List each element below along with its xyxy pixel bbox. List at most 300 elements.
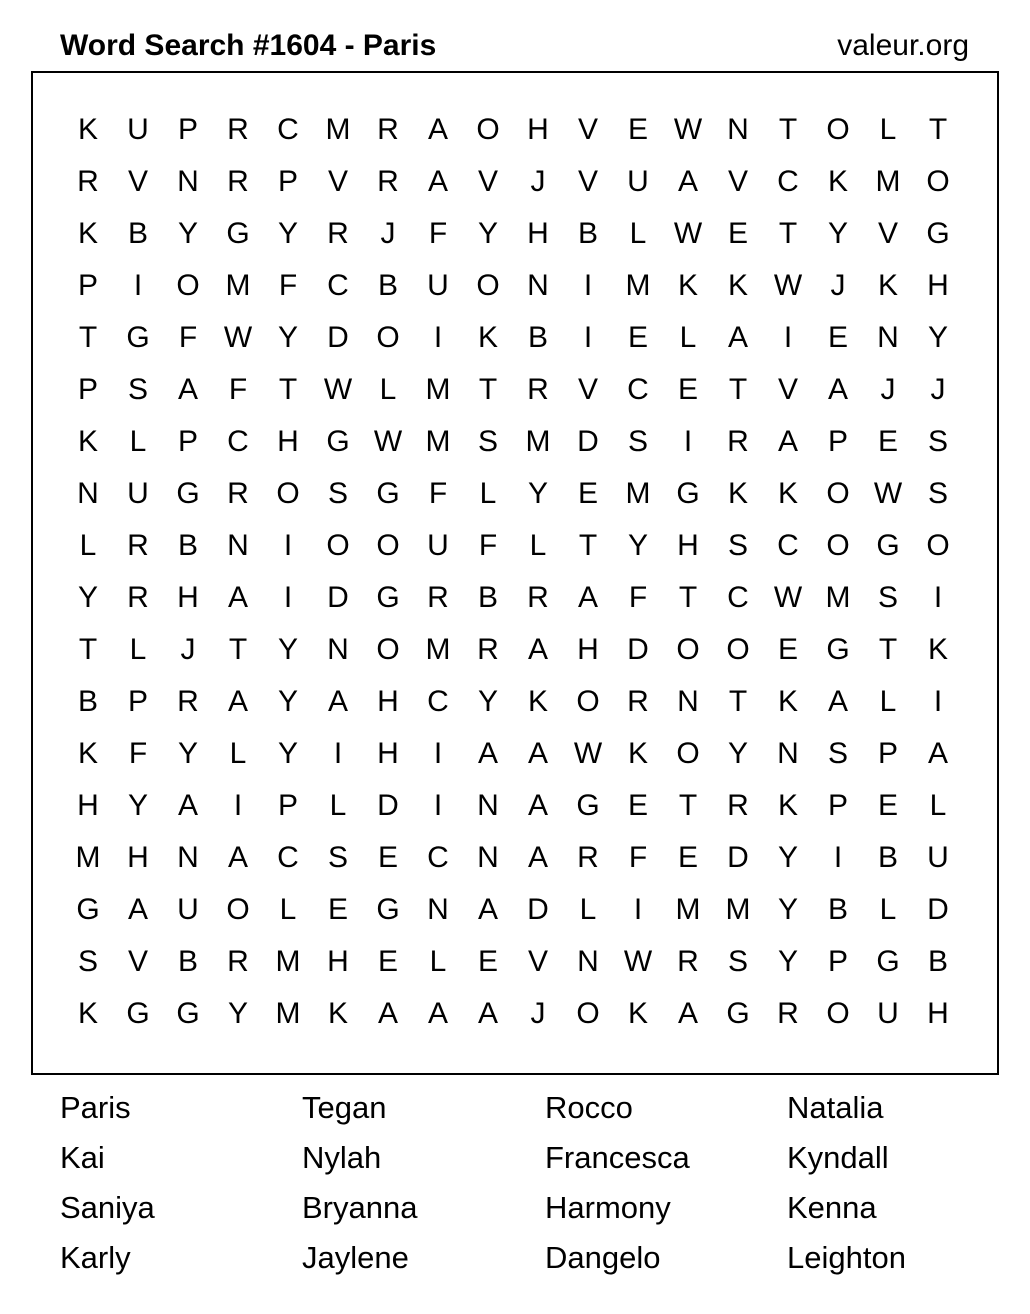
grid-letter[interactable]: R xyxy=(427,581,449,614)
grid-letter[interactable]: K xyxy=(77,425,98,458)
grid-letter[interactable]: U xyxy=(177,893,199,926)
grid-letter[interactable]: R xyxy=(377,113,399,146)
grid-letter[interactable]: J xyxy=(380,217,396,250)
grid-letter[interactable]: I xyxy=(433,737,443,770)
grid-letter[interactable]: O xyxy=(826,477,850,510)
grid-letter[interactable]: A xyxy=(177,373,198,406)
grid-letter[interactable]: O xyxy=(826,113,850,146)
grid-letter[interactable]: I xyxy=(933,581,943,614)
grid-letter[interactable]: Y xyxy=(477,685,498,718)
grid-letter[interactable]: K xyxy=(777,477,798,510)
grid-letter[interactable]: G xyxy=(376,581,400,614)
grid-letter[interactable]: R xyxy=(127,581,149,614)
grid-letter[interactable]: B xyxy=(77,685,98,718)
grid-letter[interactable]: P xyxy=(827,425,848,458)
grid-letter[interactable]: B xyxy=(527,321,548,354)
grid-letter[interactable]: T xyxy=(278,373,298,406)
grid-letter[interactable]: O xyxy=(376,633,400,666)
grid-letter[interactable]: R xyxy=(727,425,749,458)
grid-letter[interactable]: E xyxy=(377,841,398,874)
grid-letter[interactable]: I xyxy=(433,321,443,354)
grid-letter[interactable]: F xyxy=(478,529,498,562)
grid-letter[interactable]: E xyxy=(327,893,348,926)
grid-letter[interactable]: M xyxy=(875,165,901,198)
grid-letter[interactable]: P xyxy=(877,737,898,770)
grid-letter[interactable]: C xyxy=(777,529,799,562)
grid-letter[interactable]: Y xyxy=(777,945,798,978)
grid-letter[interactable]: J xyxy=(530,165,546,198)
grid-letter[interactable]: K xyxy=(327,997,348,1030)
grid-letter[interactable]: L xyxy=(529,529,547,562)
grid-letter[interactable]: H xyxy=(127,841,149,874)
grid-letter[interactable]: C xyxy=(277,113,299,146)
grid-letter[interactable]: I xyxy=(633,893,643,926)
grid-letter[interactable]: D xyxy=(377,789,399,822)
grid-letter[interactable]: M xyxy=(75,841,101,874)
grid-letter[interactable]: I xyxy=(583,269,593,302)
grid-letter[interactable]: I xyxy=(783,321,793,354)
grid-letter[interactable]: W xyxy=(673,113,703,146)
grid-letter[interactable]: T xyxy=(228,633,248,666)
grid-letter[interactable]: L xyxy=(879,685,897,718)
grid-letter[interactable]: L xyxy=(629,217,647,250)
grid-letter[interactable]: T xyxy=(578,529,598,562)
grid-letter[interactable]: A xyxy=(527,737,548,770)
grid-letter[interactable]: L xyxy=(129,425,147,458)
grid-letter[interactable]: L xyxy=(879,893,897,926)
grid-letter[interactable]: Y xyxy=(277,737,298,770)
grid-letter[interactable]: H xyxy=(527,217,549,250)
grid-letter[interactable]: T xyxy=(678,581,698,614)
grid-letter[interactable]: T xyxy=(78,321,98,354)
grid-letter[interactable]: G xyxy=(876,529,900,562)
grid-letter[interactable]: E xyxy=(627,789,648,822)
grid-letter[interactable]: A xyxy=(477,737,498,770)
grid-letter[interactable]: D xyxy=(627,633,649,666)
grid-letter[interactable]: E xyxy=(777,633,798,666)
grid-letter[interactable]: L xyxy=(479,477,497,510)
grid-letter[interactable]: H xyxy=(527,113,549,146)
grid-letter[interactable]: H xyxy=(327,945,349,978)
grid-letter[interactable]: N xyxy=(677,685,699,718)
grid-letter[interactable]: V xyxy=(877,217,898,250)
grid-letter[interactable]: O xyxy=(476,269,500,302)
grid-letter[interactable]: J xyxy=(880,373,896,406)
grid-letter[interactable]: B xyxy=(177,945,198,978)
grid-letter[interactable]: K xyxy=(927,633,948,666)
grid-letter[interactable]: K xyxy=(777,789,798,822)
grid-letter[interactable]: A xyxy=(827,373,848,406)
grid-letter[interactable]: K xyxy=(777,685,798,718)
grid-letter[interactable]: M xyxy=(275,997,301,1030)
grid-letter[interactable]: K xyxy=(77,217,98,250)
grid-letter[interactable]: L xyxy=(929,789,947,822)
grid-letter[interactable]: W xyxy=(573,737,603,770)
grid-letter[interactable]: Y xyxy=(177,217,198,250)
grid-letter[interactable]: N xyxy=(327,633,349,666)
grid-letter[interactable]: P xyxy=(277,789,298,822)
grid-letter[interactable]: L xyxy=(329,789,347,822)
grid-letter[interactable]: D xyxy=(327,581,349,614)
grid-letter[interactable]: R xyxy=(477,633,499,666)
grid-letter[interactable]: K xyxy=(827,165,848,198)
grid-letter[interactable]: M xyxy=(625,269,651,302)
grid-letter[interactable]: U xyxy=(927,841,949,874)
grid-letter[interactable]: A xyxy=(427,165,448,198)
grid-letter[interactable]: T xyxy=(78,633,98,666)
grid-letter[interactable]: B xyxy=(177,529,198,562)
grid-letter[interactable]: A xyxy=(727,321,748,354)
grid-letter[interactable]: L xyxy=(279,893,297,926)
grid-letter[interactable]: S xyxy=(77,945,98,978)
grid-letter[interactable]: R xyxy=(727,789,749,822)
grid-letter[interactable]: A xyxy=(227,685,248,718)
grid-letter[interactable]: W xyxy=(323,373,353,406)
grid-letter[interactable]: G xyxy=(376,893,400,926)
grid-letter[interactable]: V xyxy=(727,165,748,198)
grid-letter[interactable]: U xyxy=(877,997,899,1030)
grid-letter[interactable]: M xyxy=(275,945,301,978)
grid-letter[interactable]: A xyxy=(377,997,398,1030)
grid-letter[interactable]: R xyxy=(777,997,799,1030)
grid-letter[interactable]: I xyxy=(283,529,293,562)
grid-letter[interactable]: F xyxy=(178,321,198,354)
grid-letter[interactable]: V xyxy=(577,373,598,406)
grid-letter[interactable]: S xyxy=(727,945,748,978)
grid-letter[interactable]: Y xyxy=(527,477,548,510)
grid-letter[interactable]: R xyxy=(227,477,249,510)
grid-letter[interactable]: B xyxy=(927,945,948,978)
grid-letter[interactable]: R xyxy=(127,529,149,562)
grid-letter[interactable]: J xyxy=(530,997,546,1030)
grid-letter[interactable]: N xyxy=(227,529,249,562)
grid-letter[interactable]: S xyxy=(327,477,348,510)
grid-letter[interactable]: A xyxy=(177,789,198,822)
grid-letter[interactable]: T xyxy=(778,217,798,250)
grid-letter[interactable]: P xyxy=(77,269,98,302)
grid-letter[interactable]: N xyxy=(177,165,199,198)
grid-letter[interactable]: L xyxy=(429,945,447,978)
grid-letter[interactable]: P xyxy=(77,373,98,406)
grid-letter[interactable]: S xyxy=(927,425,948,458)
grid-letter[interactable]: H xyxy=(377,685,399,718)
grid-letter[interactable]: R xyxy=(377,165,399,198)
grid-letter[interactable]: G xyxy=(876,945,900,978)
grid-letter[interactable]: E xyxy=(877,789,898,822)
grid-letter[interactable]: A xyxy=(427,997,448,1030)
grid-letter[interactable]: E xyxy=(727,217,748,250)
grid-letter[interactable]: D xyxy=(577,425,599,458)
grid-letter[interactable]: S xyxy=(877,581,898,614)
grid-letter[interactable]: G xyxy=(176,477,200,510)
grid-letter[interactable]: H xyxy=(927,269,949,302)
grid-letter[interactable]: O xyxy=(176,269,200,302)
grid-letter[interactable]: H xyxy=(677,529,699,562)
grid-letter[interactable]: Y xyxy=(277,685,298,718)
grid-letter[interactable]: C xyxy=(727,581,749,614)
grid-letter[interactable]: H xyxy=(277,425,299,458)
grid-letter[interactable]: M xyxy=(325,113,351,146)
grid-letter[interactable]: E xyxy=(377,945,398,978)
grid-letter[interactable]: I xyxy=(933,685,943,718)
grid-letter[interactable]: R xyxy=(527,581,549,614)
grid-letter[interactable]: G xyxy=(126,997,150,1030)
grid-letter[interactable]: W xyxy=(773,269,803,302)
grid-letter[interactable]: L xyxy=(579,893,597,926)
grid-letter[interactable]: N xyxy=(77,477,99,510)
grid-letter[interactable]: R xyxy=(227,113,249,146)
grid-letter[interactable]: W xyxy=(873,477,903,510)
grid-letter[interactable]: T xyxy=(678,789,698,822)
grid-letter[interactable]: C xyxy=(227,425,249,458)
grid-letter[interactable]: C xyxy=(427,685,449,718)
grid-letter[interactable]: E xyxy=(827,321,848,354)
grid-letter[interactable]: V xyxy=(477,165,498,198)
grid-letter[interactable]: K xyxy=(77,997,98,1030)
grid-letter[interactable]: A xyxy=(927,737,948,770)
grid-letter[interactable]: O xyxy=(226,893,250,926)
grid-letter[interactable]: F xyxy=(228,373,248,406)
grid-letter[interactable]: C xyxy=(277,841,299,874)
grid-letter[interactable]: D xyxy=(727,841,749,874)
grid-letter[interactable]: J xyxy=(180,633,196,666)
grid-letter[interactable]: G xyxy=(676,477,700,510)
grid-letter[interactable]: I xyxy=(133,269,143,302)
grid-letter[interactable]: Y xyxy=(627,529,648,562)
grid-letter[interactable]: A xyxy=(527,841,548,874)
grid-letter[interactable]: I xyxy=(433,789,443,822)
grid-letter[interactable]: O xyxy=(926,165,950,198)
grid-letter[interactable]: N xyxy=(477,841,499,874)
grid-letter[interactable]: L xyxy=(879,113,897,146)
grid-letter[interactable]: N xyxy=(777,737,799,770)
grid-letter[interactable]: O xyxy=(576,685,600,718)
grid-letter[interactable]: P xyxy=(127,685,148,718)
grid-letter[interactable]: W xyxy=(623,945,653,978)
grid-letter[interactable]: S xyxy=(477,425,498,458)
grid-letter[interactable]: K xyxy=(77,113,98,146)
grid-letter[interactable]: A xyxy=(227,841,248,874)
grid-letter[interactable]: W xyxy=(773,581,803,614)
grid-letter[interactable]: V xyxy=(577,165,598,198)
grid-letter[interactable]: O xyxy=(276,477,300,510)
grid-letter[interactable]: H xyxy=(927,997,949,1030)
grid-letter[interactable]: B xyxy=(377,269,398,302)
grid-letter[interactable]: A xyxy=(327,685,348,718)
grid-letter[interactable]: Y xyxy=(277,321,298,354)
grid-letter[interactable]: P xyxy=(277,165,298,198)
grid-letter[interactable]: M xyxy=(225,269,251,302)
grid-letter[interactable]: A xyxy=(127,893,148,926)
grid-letter[interactable]: V xyxy=(527,945,548,978)
grid-letter[interactable]: A xyxy=(777,425,798,458)
grid-letter[interactable]: Y xyxy=(177,737,198,770)
grid-letter[interactable]: Y xyxy=(77,581,98,614)
grid-letter[interactable]: A xyxy=(577,581,598,614)
grid-letter[interactable]: E xyxy=(877,425,898,458)
grid-letter[interactable]: R xyxy=(527,373,549,406)
grid-letter[interactable]: S xyxy=(327,841,348,874)
grid-letter[interactable]: F xyxy=(628,581,648,614)
grid-letter[interactable]: G xyxy=(726,997,750,1030)
grid-letter[interactable]: F xyxy=(428,217,448,250)
grid-letter[interactable]: O xyxy=(576,997,600,1030)
grid-letter[interactable]: D xyxy=(327,321,349,354)
grid-letter[interactable]: S xyxy=(727,529,748,562)
grid-letter[interactable]: U xyxy=(127,113,149,146)
grid-letter[interactable]: E xyxy=(577,477,598,510)
grid-letter[interactable]: A xyxy=(527,789,548,822)
grid-letter[interactable]: B xyxy=(827,893,848,926)
grid-letter[interactable]: P xyxy=(177,113,198,146)
grid-letter[interactable]: A xyxy=(677,997,698,1030)
grid-letter[interactable]: T xyxy=(478,373,498,406)
grid-letter[interactable]: K xyxy=(627,737,648,770)
grid-letter[interactable]: K xyxy=(527,685,548,718)
grid-letter[interactable]: F xyxy=(628,841,648,874)
grid-letter[interactable]: A xyxy=(477,997,498,1030)
grid-letter[interactable]: K xyxy=(77,737,98,770)
grid-letter[interactable]: B xyxy=(127,217,148,250)
grid-letter[interactable]: W xyxy=(673,217,703,250)
grid-letter[interactable]: G xyxy=(576,789,600,822)
grid-letter[interactable]: U xyxy=(427,529,449,562)
grid-letter[interactable]: L xyxy=(129,633,147,666)
grid-letter[interactable]: R xyxy=(627,685,649,718)
grid-letter[interactable]: E xyxy=(677,841,698,874)
grid-letter[interactable]: A xyxy=(527,633,548,666)
grid-letter[interactable]: N xyxy=(577,945,599,978)
grid-letter[interactable]: O xyxy=(476,113,500,146)
grid-letter[interactable]: Y xyxy=(127,789,148,822)
grid-letter[interactable]: F xyxy=(428,477,448,510)
grid-letter[interactable]: C xyxy=(427,841,449,874)
grid-letter[interactable]: V xyxy=(327,165,348,198)
grid-letter[interactable]: V xyxy=(127,945,148,978)
grid-letter[interactable]: R xyxy=(327,217,349,250)
grid-letter[interactable]: C xyxy=(777,165,799,198)
grid-letter[interactable]: K xyxy=(727,477,748,510)
grid-letter[interactable]: D xyxy=(927,893,949,926)
grid-letter[interactable]: P xyxy=(177,425,198,458)
grid-letter[interactable]: Y xyxy=(277,633,298,666)
grid-letter[interactable]: U xyxy=(627,165,649,198)
grid-letter[interactable]: Y xyxy=(727,737,748,770)
grid-letter[interactable]: A xyxy=(427,113,448,146)
grid-letter[interactable]: Y xyxy=(777,841,798,874)
grid-letter[interactable]: M xyxy=(725,893,751,926)
grid-letter[interactable]: I xyxy=(583,321,593,354)
grid-letter[interactable]: O xyxy=(326,529,350,562)
grid-letter[interactable]: B xyxy=(877,841,898,874)
grid-letter[interactable]: G xyxy=(326,425,350,458)
grid-letter[interactable]: G xyxy=(376,477,400,510)
grid-letter[interactable]: A xyxy=(477,893,498,926)
grid-letter[interactable]: R xyxy=(177,685,199,718)
grid-letter[interactable]: K xyxy=(677,269,698,302)
grid-letter[interactable]: N xyxy=(877,321,899,354)
grid-letter[interactable]: W xyxy=(223,321,253,354)
grid-letter[interactable]: C xyxy=(627,373,649,406)
grid-letter[interactable]: T xyxy=(778,113,798,146)
grid-letter[interactable]: E xyxy=(477,945,498,978)
grid-letter[interactable]: T xyxy=(878,633,898,666)
grid-letter[interactable]: L xyxy=(79,529,97,562)
grid-letter[interactable]: T xyxy=(928,113,948,146)
grid-letter[interactable]: I xyxy=(333,737,343,770)
grid-letter[interactable]: Y xyxy=(827,217,848,250)
grid-letter[interactable]: A xyxy=(227,581,248,614)
grid-letter[interactable]: J xyxy=(930,373,946,406)
grid-letter[interactable]: R xyxy=(577,841,599,874)
grid-letter[interactable]: O xyxy=(926,529,950,562)
grid-letter[interactable]: O xyxy=(826,529,850,562)
grid-letter[interactable]: Y xyxy=(227,997,248,1030)
grid-letter[interactable]: O xyxy=(376,321,400,354)
grid-letter[interactable]: Y xyxy=(277,217,298,250)
grid-letter[interactable]: N xyxy=(527,269,549,302)
grid-letter[interactable]: O xyxy=(376,529,400,562)
grid-letter[interactable]: K xyxy=(477,321,498,354)
grid-letter[interactable]: B xyxy=(477,581,498,614)
grid-letter[interactable]: I xyxy=(283,581,293,614)
grid-letter[interactable]: G xyxy=(826,633,850,666)
grid-letter[interactable]: M xyxy=(625,477,651,510)
grid-letter[interactable]: V xyxy=(777,373,798,406)
grid-letter[interactable]: M xyxy=(525,425,551,458)
grid-letter[interactable]: K xyxy=(727,269,748,302)
grid-letter[interactable]: M xyxy=(425,633,451,666)
grid-letter[interactable]: S xyxy=(827,737,848,770)
grid-letter[interactable]: C xyxy=(327,269,349,302)
grid-letter[interactable]: U xyxy=(127,477,149,510)
grid-letter[interactable]: T xyxy=(728,373,748,406)
grid-letter[interactable]: H xyxy=(377,737,399,770)
grid-letter[interactable]: J xyxy=(830,269,846,302)
grid-letter[interactable]: K xyxy=(877,269,898,302)
grid-letter[interactable]: R xyxy=(77,165,99,198)
grid-letter[interactable]: F xyxy=(278,269,298,302)
grid-letter[interactable]: I xyxy=(233,789,243,822)
grid-letter[interactable]: O xyxy=(826,997,850,1030)
grid-letter[interactable]: Y xyxy=(777,893,798,926)
grid-letter[interactable]: L xyxy=(379,373,397,406)
grid-letter[interactable]: S xyxy=(627,425,648,458)
grid-letter[interactable]: S xyxy=(927,477,948,510)
grid-letter[interactable]: T xyxy=(728,685,748,718)
grid-letter[interactable]: S xyxy=(127,373,148,406)
grid-letter[interactable]: G xyxy=(926,217,950,250)
grid-letter[interactable]: Y xyxy=(477,217,498,250)
grid-letter[interactable]: E xyxy=(677,373,698,406)
grid-letter[interactable]: R xyxy=(677,945,699,978)
grid-letter[interactable]: H xyxy=(177,581,199,614)
grid-letter[interactable]: E xyxy=(627,321,648,354)
grid-letter[interactable]: R xyxy=(227,165,249,198)
grid-letter[interactable]: A xyxy=(677,165,698,198)
grid-letter[interactable]: O xyxy=(676,633,700,666)
grid-letter[interactable]: U xyxy=(427,269,449,302)
grid-letter[interactable]: G xyxy=(176,997,200,1030)
grid-letter[interactable]: G xyxy=(76,893,100,926)
grid-letter[interactable]: R xyxy=(227,945,249,978)
grid-letter[interactable]: M xyxy=(825,581,851,614)
grid-letter[interactable]: V xyxy=(127,165,148,198)
grid-letter[interactable]: O xyxy=(676,737,700,770)
grid-letter[interactable]: P xyxy=(827,789,848,822)
grid-letter[interactable]: K xyxy=(627,997,648,1030)
grid-letter[interactable]: I xyxy=(833,841,843,874)
